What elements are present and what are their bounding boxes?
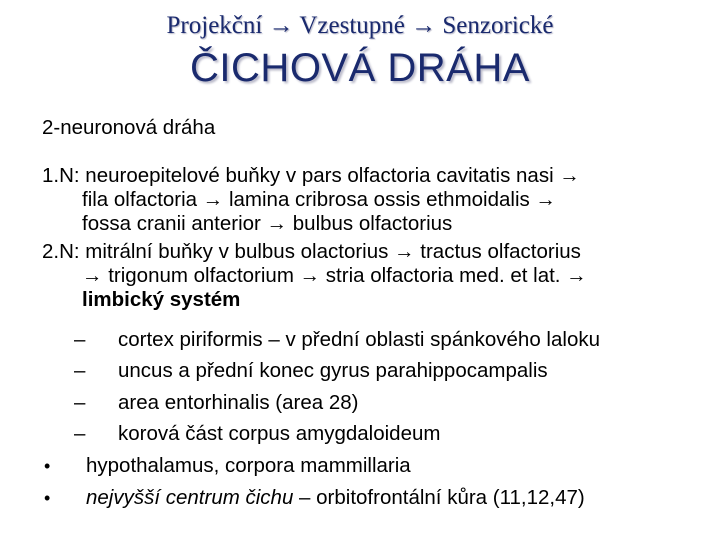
dash-marker: – [74, 328, 86, 351]
dash-marker: – [74, 391, 86, 414]
bullet-text-italic: nejvyšší centrum čichu [86, 486, 294, 509]
dash-marker: – [74, 359, 86, 382]
bullet-text: hypothalamus, corpora mammillaria [86, 454, 411, 477]
sub-item-text: area entorhinalis (area 28) [118, 391, 359, 414]
intro-text: 2-neuronová dráha [42, 116, 216, 139]
sub-item-text: korová část corpus amygdaloideum [118, 422, 441, 445]
neuron-2-line-3: limbický systém [82, 288, 241, 311]
neuron-1-line-2: fila olfactoria → lamina cribrosa ossis ethmoidalis → [82, 188, 556, 211]
bullet-marker: • [44, 456, 51, 476]
dash-marker: – [74, 422, 86, 445]
neuron-2-line-2: → trigonum olfactorium → stria olfactoria med. et lat. → [82, 264, 587, 287]
neuron-1-line-1: 1.N: neuroepitelové buňky v pars olfactoria cavitatis nasi → [42, 164, 580, 187]
sub-item-text: cortex piriformis – v přední oblasti spánkového laloku [118, 328, 600, 351]
slide-subtitle: Projekční → Vzestupné → Senzorické [166, 12, 554, 39]
bullet-text-rest: – orbitofrontální kůra (11,12,47) [293, 486, 585, 509]
neuron-2-line-1: 2.N: mitrální buňky v bulbus olactorius → tractus olfactorius [42, 240, 581, 263]
bullet-marker: • [44, 488, 51, 508]
slide-title: ČICHOVÁ DRÁHA [190, 46, 530, 90]
bullet-text [86, 486, 585, 510]
neuron-1-line-3: fossa cranii anterior → bulbus olfactorius [82, 212, 453, 235]
sub-item-text: uncus a přední konec gyrus parahippocampalis [118, 359, 548, 382]
